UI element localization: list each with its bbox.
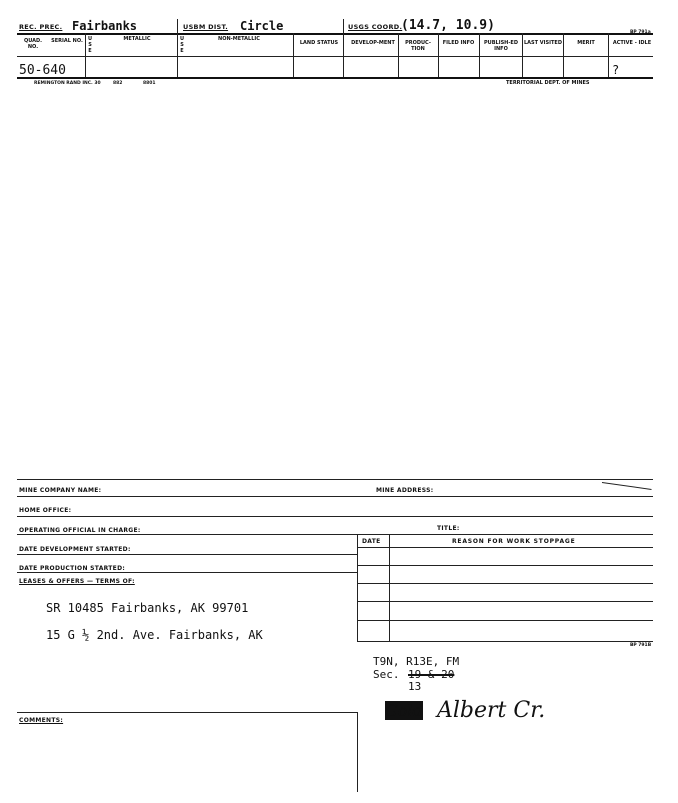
- operating-official-label: OPERATING OFFICIAL IN CHARGE:: [19, 527, 141, 534]
- use-metallic-header: U S E: [88, 36, 93, 54]
- merit-header: MERIT: [577, 40, 595, 46]
- use-nonmetallic-header: U S E: [180, 36, 185, 54]
- home-office-label: HOME OFFICE:: [19, 507, 72, 514]
- leases-offers-label: LEASES & OFFERS — TERMS OF:: [19, 578, 135, 585]
- active-idle-mark: ?: [612, 63, 620, 77]
- divider: [608, 33, 609, 77]
- production-header: PRODUC-TION: [405, 40, 431, 52]
- rule: [17, 496, 653, 497]
- mine-address-label: MINE ADDRESS:: [376, 487, 434, 494]
- last-visited-header: LAST VISITED: [524, 40, 562, 46]
- table-row-rule: [357, 547, 653, 548]
- sec-prefix: Sec.: [373, 668, 400, 681]
- rec-prec-label: REC. PREC.: [19, 23, 63, 31]
- divider: [357, 712, 358, 792]
- filed-info-header: FILED INFO: [442, 40, 475, 46]
- divider: [563, 33, 564, 77]
- metallic-header: METALLIC: [123, 36, 151, 42]
- divider: [293, 33, 294, 77]
- title-label: TITLE:: [437, 525, 460, 532]
- serial-no-header: SERIAL NO.: [51, 38, 83, 44]
- date-dev-started-label: DATE DEVELOPMENT STARTED:: [19, 546, 131, 553]
- imprint-code-1: 882: [113, 81, 123, 86]
- usbm-dist-value: Circle: [240, 19, 284, 33]
- sec-value: 13: [408, 680, 422, 693]
- handwritten-struck: Gold: [385, 701, 423, 720]
- published-info-header: PUBLISH-ED INFO: [483, 40, 518, 52]
- sec-struck: 19 & 20: [408, 668, 455, 681]
- rule: [17, 479, 653, 480]
- divider: [398, 33, 399, 77]
- lease-line-1: SR 10485 Fairbanks, AK 99701: [46, 601, 249, 615]
- form-code: BP 791a: [630, 30, 651, 35]
- township-range: T9N, R13E, FM: [373, 655, 460, 668]
- development-header: DEVELOP-MENT: [351, 40, 395, 46]
- divider: [522, 33, 523, 77]
- quad-no-header: QUAD. NO.: [23, 38, 43, 50]
- table-row-rule: [357, 641, 653, 642]
- date-column-header: DATE: [362, 538, 381, 545]
- divider: [343, 19, 344, 77]
- non-metallic-header: NON-METALLIC: [218, 36, 260, 42]
- comments-label: COMMENTS:: [19, 717, 64, 724]
- rule: [17, 712, 357, 713]
- land-status-header: LAND STATUS: [299, 40, 339, 46]
- table-row-rule: [357, 565, 653, 566]
- reason-column-header: REASON FOR WORK STOPPAGE: [452, 538, 576, 545]
- quad-serial-value: 50-640: [19, 63, 66, 78]
- dept-imprint: TERRITORIAL DEPT. OF MINES: [506, 80, 590, 86]
- rule: [17, 534, 653, 535]
- column-header-rule: [17, 56, 653, 57]
- usgs-coord-value: (14.7, 10.9): [401, 18, 495, 33]
- rule: [17, 572, 357, 573]
- table-row-rule: [357, 583, 653, 584]
- rec-prec-value: Fairbanks: [72, 19, 138, 33]
- table-row-rule: [357, 620, 653, 621]
- handwritten-note: Albert Cr.: [437, 698, 546, 723]
- rule: [602, 482, 652, 490]
- printer-imprint: REMINGTON RAND INC. 30: [34, 81, 101, 86]
- divider: [357, 534, 358, 642]
- usbm-dist-label: USBM DIST.: [183, 23, 229, 31]
- header-rule: [17, 33, 653, 35]
- divider: [479, 33, 480, 77]
- divider: [85, 33, 86, 77]
- date-prod-started-label: DATE PRODUCTION STARTED:: [19, 565, 126, 572]
- rule: [17, 554, 357, 555]
- divider: [438, 33, 439, 77]
- lease-line-2: 15 G ½ 2nd. Ave. Fairbanks, AK: [46, 628, 263, 642]
- divider: [389, 534, 390, 642]
- usgs-coord-label: USGS COORD.: [348, 23, 403, 31]
- divider: [177, 19, 178, 77]
- table-row-rule: [357, 601, 653, 602]
- mine-company-name-label: MINE COMPANY NAME:: [19, 487, 102, 494]
- active-idle-header: ACTIVE - IDLE: [612, 40, 652, 46]
- rule: [17, 516, 653, 517]
- form-code-bottom: BP 791B: [630, 643, 652, 648]
- imprint-code-2: 8801: [143, 81, 156, 86]
- row-bottom-rule: [17, 77, 653, 79]
